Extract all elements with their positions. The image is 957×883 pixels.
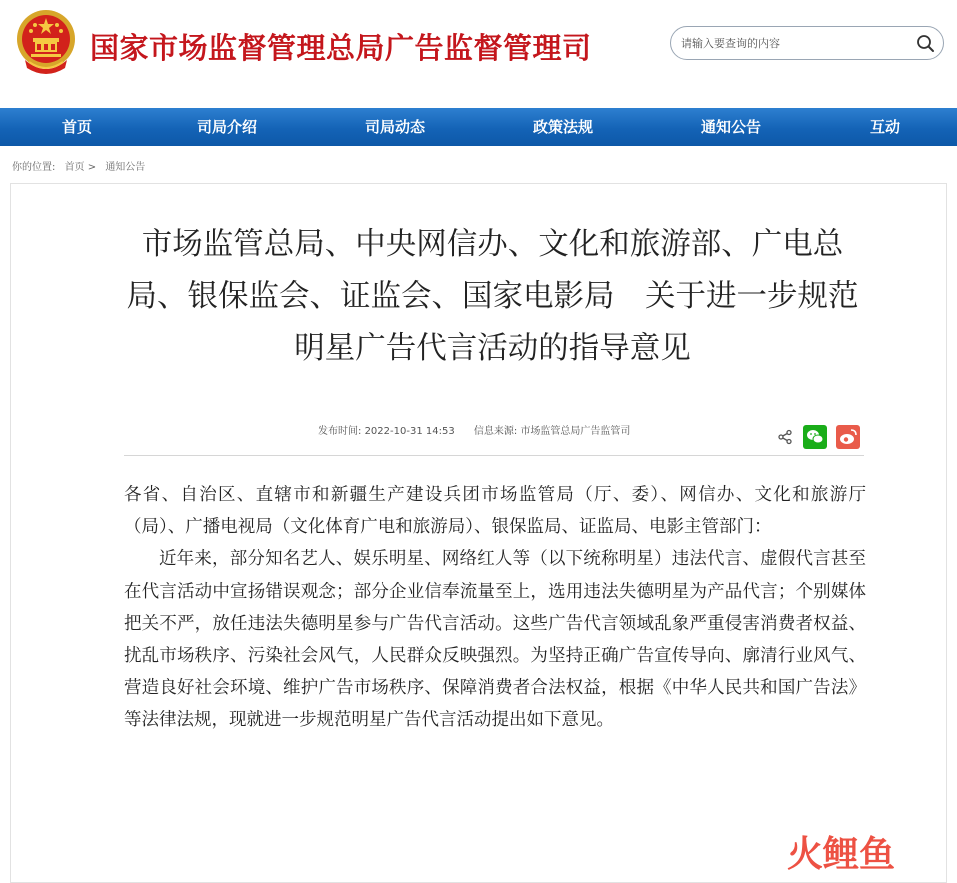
article-body	[124, 479, 866, 737]
watermark-logo-icon	[787, 832, 937, 872]
share-icon[interactable]	[777, 429, 793, 445]
article-salutation: 各省、自治区、直辖市和新疆生产建设兵团市场监管局（厅、委）、网信办、文化和旅游厅（局）、广播电视局（文化体育广电和旅游局）、银保监局、证监局、电影主管部门：	[124, 485, 866, 538]
article-paragraph: 近年来，部分知名艺人、娱乐明星、网络红人等（以下统称明星）违法代言、虚假代言甚至在代言活动中宣扬错误观念；部分企业信奉流量至上，选用违法失德明星为产品代言；个别媒体把关不严，放任违法失德明星参与广告代言活动。这些广告代言领域乱象严重侵害消费者权益、扰乱市场秩序、污染社会风气，人民群众反映强烈。为坚持正确广告宣传导向、廓清行业风气、营造良好社会环境、维护广告市场秩序、保障消费者合法权益，根据《中华人民共和国广告法》等法律法规，现就进一步规范明星广告代言活动提出如下意见。	[124, 549, 866, 731]
publish-time-label: 发布时间:	[318, 426, 362, 437]
source-value: 市场监管总局广告监管司	[520, 426, 631, 437]
article-meta	[318, 422, 630, 437]
nav-item-home[interactable]: 首页	[62, 118, 93, 136]
weibo-glyph-icon	[836, 425, 860, 449]
weibo-share-icon[interactable]	[836, 425, 860, 449]
search-input[interactable]	[681, 34, 911, 52]
search-icon[interactable]	[915, 33, 935, 53]
article-title: 市场监管总局、中央网信办、文化和旅游部、广电总局、银保监会、证监会、国家电影局 关于进一步规范明星广告代言活动的指导意见	[126, 227, 859, 366]
main-nav	[0, 108, 957, 146]
watermark-text: 火鲤鱼	[787, 834, 896, 872]
site-header	[0, 0, 957, 108]
nav-item-interaction[interactable]: 互动	[870, 118, 901, 136]
meta-divider	[124, 455, 864, 456]
breadcrumb-home-link[interactable]: 首页 >	[64, 162, 97, 173]
publish-time: 2022-10-31 14:53	[364, 426, 455, 437]
wechat-glyph-icon	[803, 425, 827, 449]
breadcrumb-current-link[interactable]: 通知公告	[105, 162, 146, 173]
breadcrumb	[12, 158, 151, 173]
source-label: 信息来源:	[473, 426, 518, 437]
nav-item-policies[interactable]: 政策法规	[533, 118, 594, 136]
nav-item-notices[interactable]: 通知公告	[701, 118, 762, 136]
wechat-share-icon[interactable]	[803, 425, 827, 449]
national-emblem-icon	[15, 8, 77, 74]
search-box	[670, 26, 944, 60]
breadcrumb-label: 你的位置:	[12, 162, 56, 173]
site-title: 国家市场监督管理总局广告监督管理司	[90, 31, 592, 65]
nav-item-bureau-intro[interactable]: 司局介绍	[197, 118, 258, 136]
nav-item-bureau-news[interactable]: 司局动态	[365, 118, 426, 136]
